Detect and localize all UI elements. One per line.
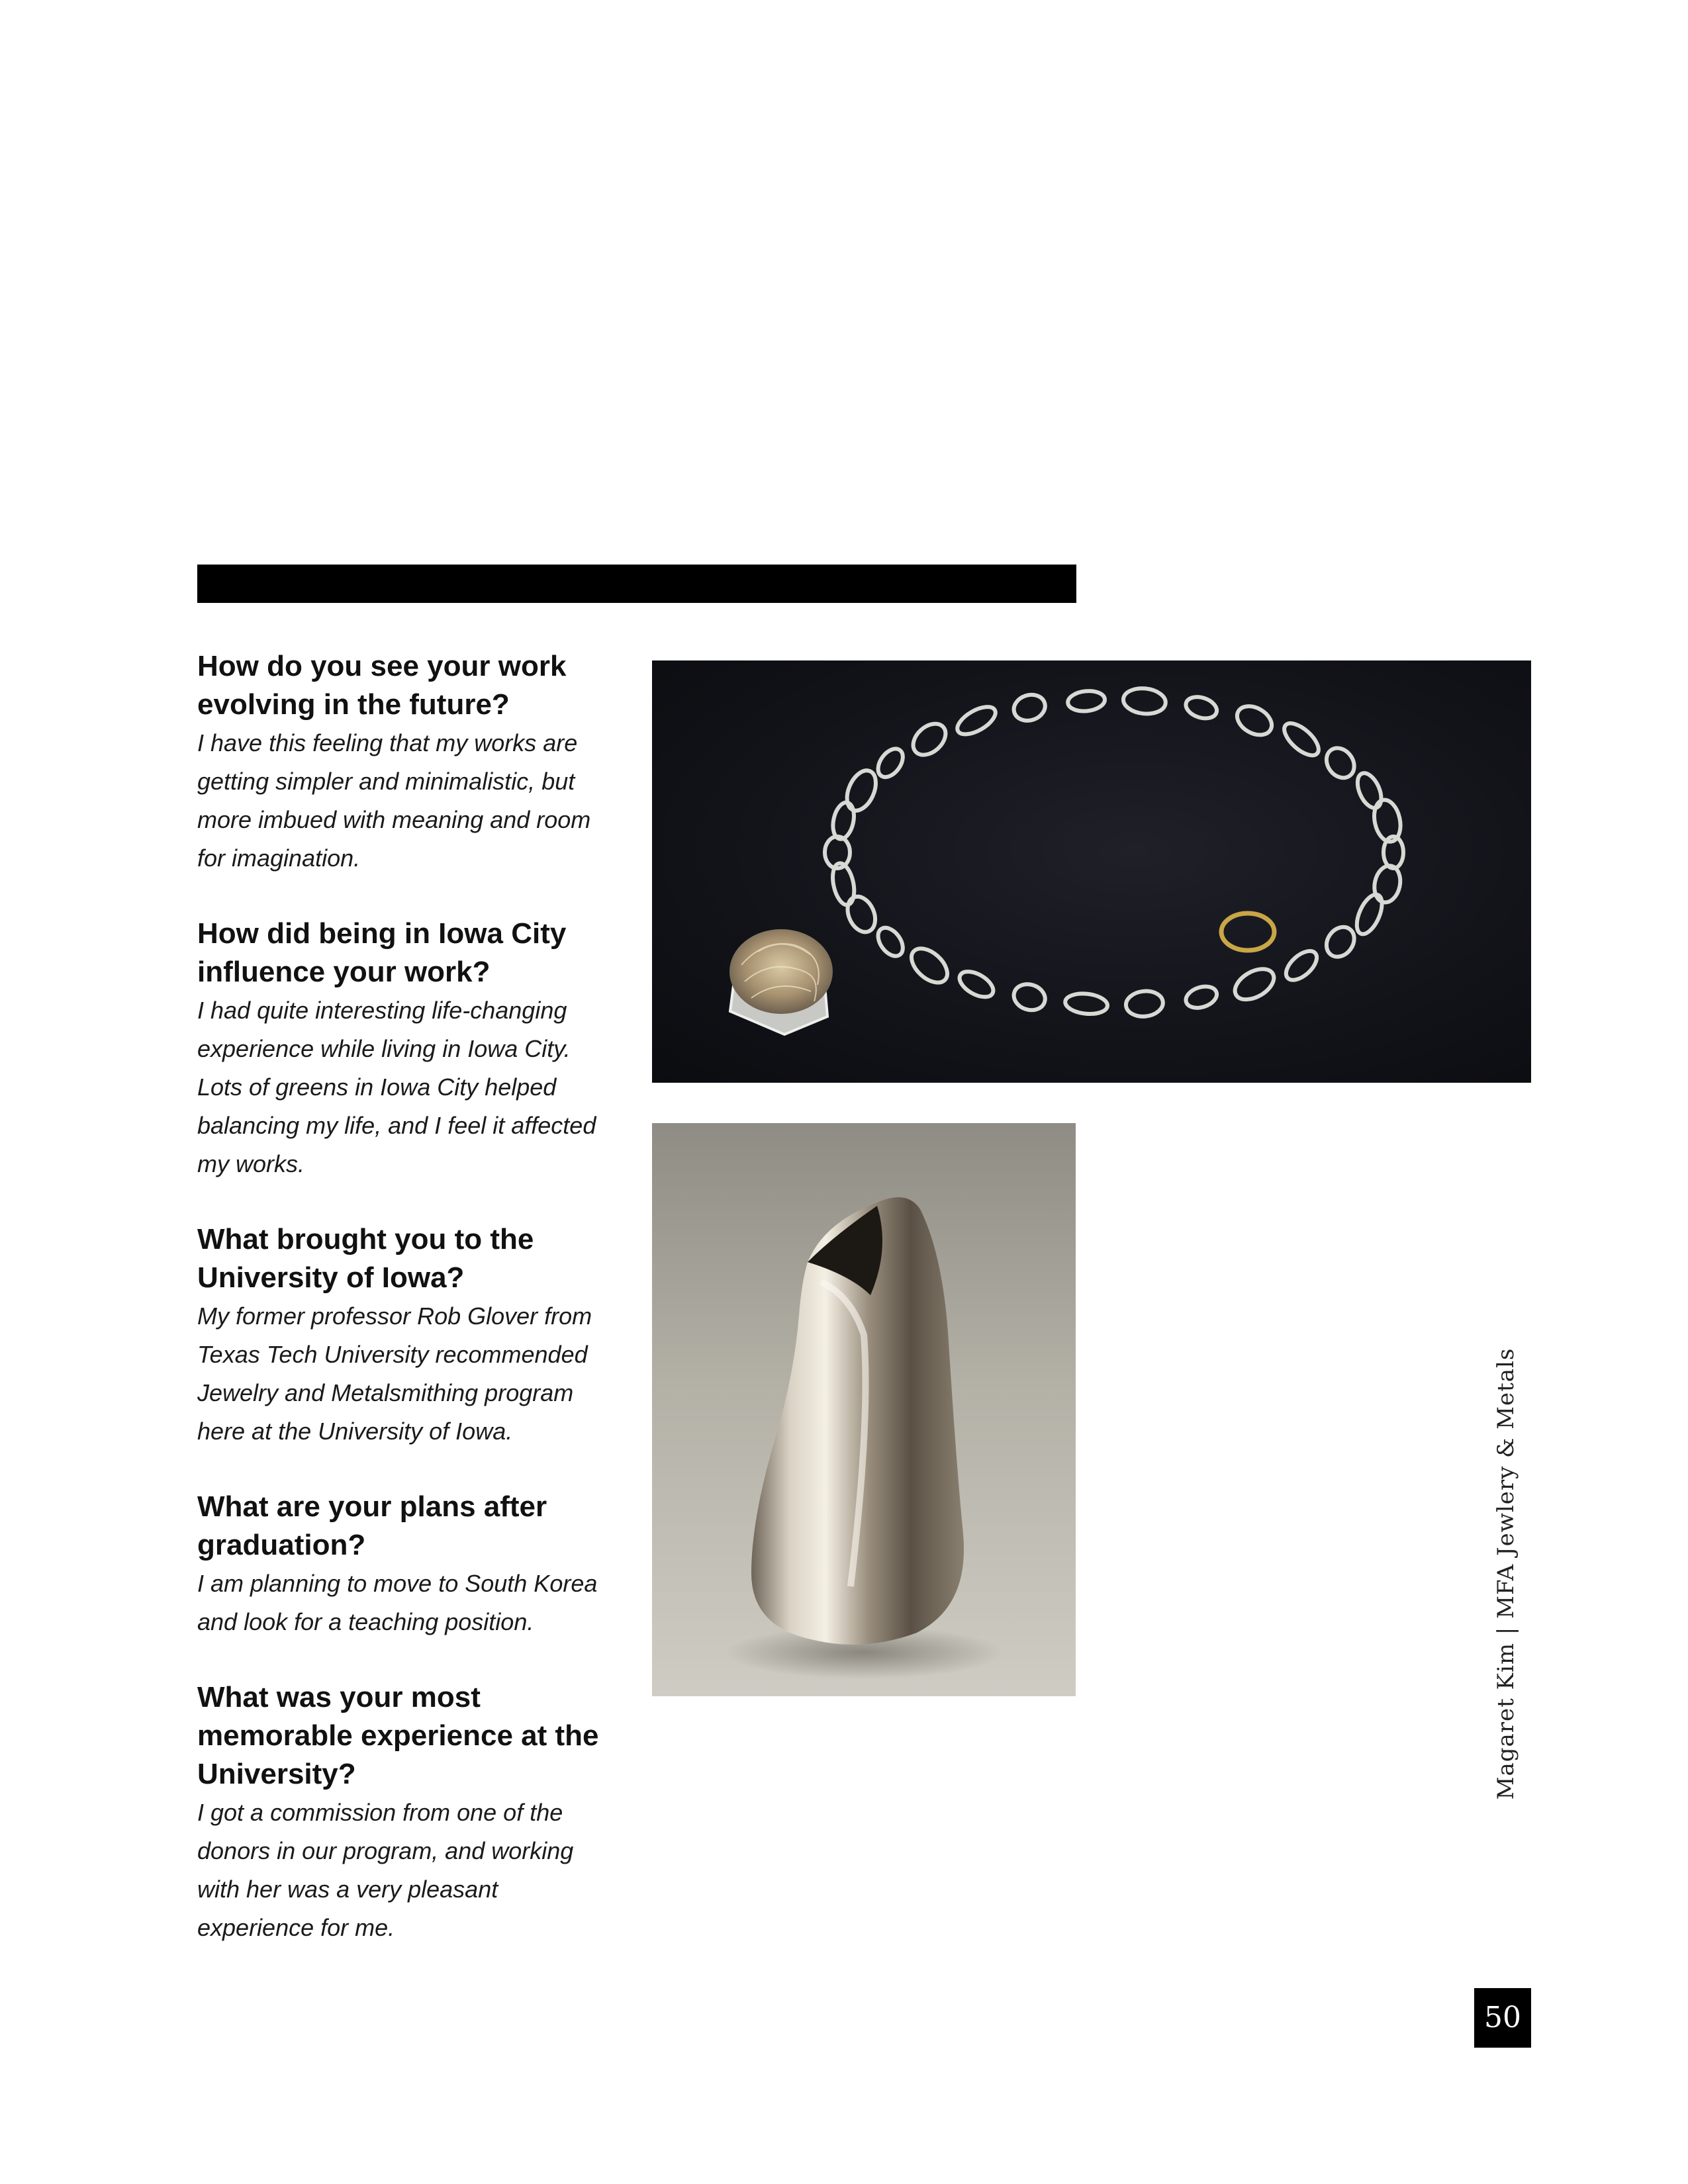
necklace-photo <box>652 660 1531 1083</box>
chain-link <box>953 702 1000 740</box>
chain-link <box>1064 991 1109 1016</box>
qa-item <box>197 1220 621 1451</box>
chain-link <box>906 942 954 989</box>
question: What are your plans after graduation? <box>197 1490 547 1561</box>
qa-item <box>197 1678 621 1947</box>
side-caption-text: Magaret Kim | MFA Jewlery & Metals <box>1493 1347 1519 1800</box>
gold-link <box>1221 913 1274 950</box>
chain-link <box>841 766 882 815</box>
answer: I am planning to move to South Korea and look for a teaching position. <box>197 1570 598 1635</box>
answer: I had quite interesting life-changing experience while living in Iowa City. Lots of greens in Iowa City helped balancing my life, and I feel it affected my works. <box>197 997 596 1177</box>
chain-link <box>1352 891 1387 938</box>
interview-column <box>197 647 621 1984</box>
vessel-illustration <box>652 1123 1076 1696</box>
question: What brought you to the University of Iowa? <box>197 1223 534 1294</box>
chain-link <box>1232 700 1276 741</box>
chain-link <box>1230 963 1279 1006</box>
chain-link <box>907 717 951 761</box>
chain-link <box>1371 863 1403 905</box>
header-bar <box>197 565 1076 603</box>
question: What was your most memorable experience at the University? <box>197 1681 599 1790</box>
qa-item <box>197 1488 621 1641</box>
page-number: 50 <box>1474 1988 1531 2048</box>
chain-link <box>955 966 997 1002</box>
question: How did being in Iowa City influence your work? <box>197 917 567 988</box>
answer: I got a commission from one of the donors in our program, and working with her was a very pleasant experience for me. <box>197 1799 574 1941</box>
chain-link <box>1321 922 1360 962</box>
chain-link <box>873 745 908 782</box>
qa-item <box>197 915 621 1183</box>
chain-link <box>1321 743 1360 783</box>
chain-link <box>1353 770 1386 811</box>
answer: I have this feeling that my works are getting simpler and minimalistic, but more imbued with meaning and room for imagination. <box>197 729 591 872</box>
necklace-illustration <box>652 660 1531 1083</box>
chain-link <box>1125 989 1164 1019</box>
chain-link <box>1183 983 1219 1011</box>
chain-link <box>843 892 880 936</box>
chain-link <box>1067 689 1106 713</box>
answer: My former professor Rob Glover from Texas Tech University recommended Jewelry and Metalsmithing program here at the University of Iowa. <box>197 1302 592 1445</box>
chain-link <box>1183 694 1219 722</box>
pendant-nest <box>729 929 833 1014</box>
qa-item <box>197 647 621 878</box>
chain-link <box>1281 946 1322 985</box>
chain-link <box>1011 691 1049 725</box>
chain-link <box>1279 718 1324 761</box>
chain-links <box>825 686 1404 1018</box>
chain-link <box>873 923 908 960</box>
chain-link <box>830 801 857 841</box>
chain-link <box>1011 980 1049 1014</box>
question: How do you see your work evolving in the future? <box>197 650 567 721</box>
chain-link <box>1122 686 1167 715</box>
vessel-photo <box>652 1123 1076 1696</box>
